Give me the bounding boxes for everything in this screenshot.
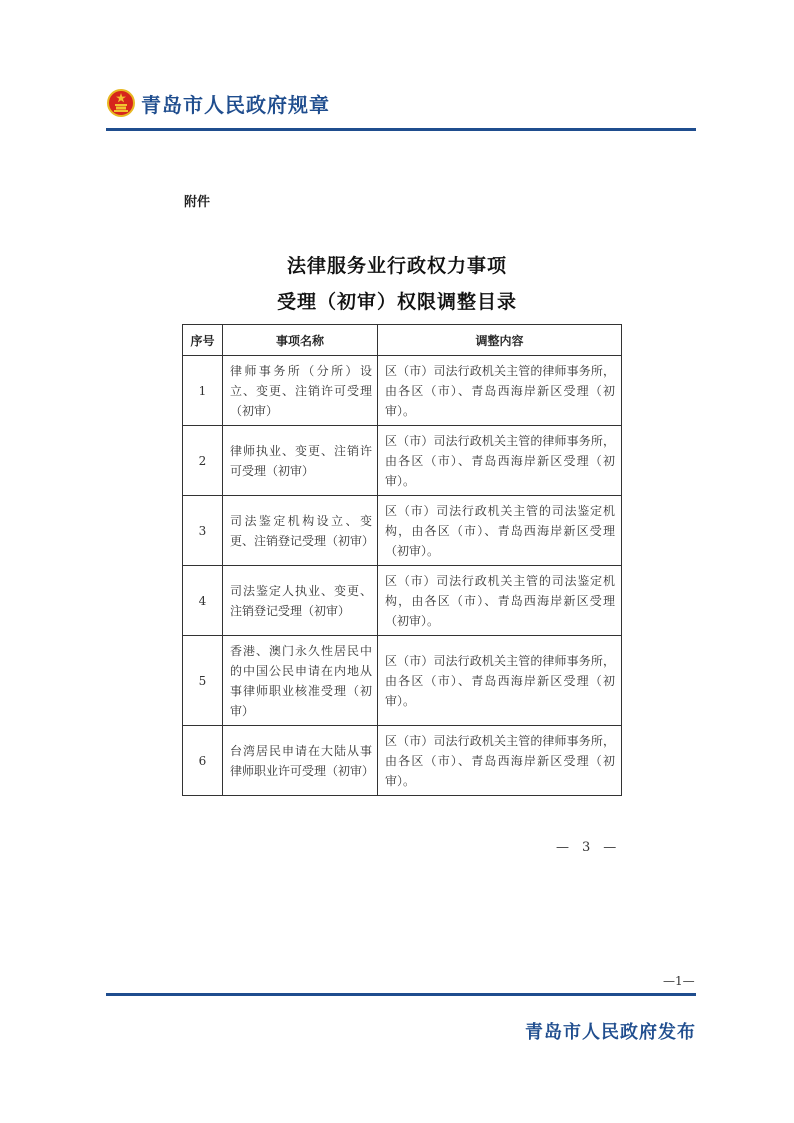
adjustment-content: 区（市）司法行政机关主管的律师事务所，由各区（市）、青岛西海岸新区受理（初审）。 bbox=[378, 636, 622, 726]
adjustment-content: 区（市）司法行政机关主管的律师事务所，由各区（市）、青岛西海岸新区受理（初审）。 bbox=[378, 426, 622, 496]
adjustment-content: 区（市）司法行政机关主管的司法鉴定机构，由各区（市）、青岛西海岸新区受理（初审）。 bbox=[378, 496, 622, 566]
item-name: 司法鉴定机构设立、变更、注销登记受理（初审） bbox=[223, 496, 378, 566]
row-number: 5 bbox=[183, 636, 223, 726]
adjustment-content: 区（市）司法行政机关主管的律师事务所，由各区（市）、青岛西海岸新区受理（初审）。 bbox=[378, 356, 622, 426]
footer-divider bbox=[106, 993, 696, 996]
header-title: 青岛市人民政府规章 bbox=[141, 92, 330, 117]
page-number: — 3 — bbox=[556, 840, 617, 855]
adjustment-table bbox=[182, 324, 622, 796]
column-header-number: 序号 bbox=[183, 325, 223, 356]
table-row bbox=[183, 356, 622, 426]
table-header-row bbox=[183, 325, 622, 356]
attachment-label: 附件 bbox=[184, 195, 211, 210]
item-name: 香港、澳门永久性居民中的中国公民申请在内地从事律师职业核准受理（初审） bbox=[223, 636, 378, 726]
adjustment-content: 区（市）司法行政机关主管的司法鉴定机构，由各区（市）、青岛西海岸新区受理（初审）。 bbox=[378, 566, 622, 636]
table-row bbox=[183, 636, 622, 726]
table-row bbox=[183, 566, 622, 636]
column-header-item-name: 事项名称 bbox=[223, 325, 378, 356]
row-number: 3 bbox=[183, 496, 223, 566]
adjustment-content: 区（市）司法行政机关主管的律师事务所，由各区（市）、青岛西海岸新区受理（初审）。 bbox=[378, 726, 622, 796]
item-name: 台湾居民申请在大陆从事律师职业许可受理（初审） bbox=[223, 726, 378, 796]
footer-page-number: —1— bbox=[663, 974, 695, 988]
item-name: 律师执业、变更、注销许可受理（初审） bbox=[223, 426, 378, 496]
document-title-line-1: 法律服务业行政权力事项 bbox=[286, 255, 507, 277]
document-title-line-2: 受理（初审）权限调整目录 bbox=[276, 291, 517, 313]
row-number: 1 bbox=[183, 356, 223, 426]
column-header-adjustment: 调整内容 bbox=[378, 325, 622, 356]
row-number: 2 bbox=[183, 426, 223, 496]
row-number: 6 bbox=[183, 726, 223, 796]
item-name: 律师事务所（分所）设立、变更、注销许可受理（初审） bbox=[223, 356, 378, 426]
item-name: 司法鉴定人执业、变更、注销登记受理（初审） bbox=[223, 566, 378, 636]
table-row bbox=[183, 426, 622, 496]
page-header bbox=[107, 86, 330, 120]
row-number: 4 bbox=[183, 566, 223, 636]
header-divider bbox=[106, 128, 696, 131]
table-row bbox=[183, 496, 622, 566]
footer-publisher: 青岛市人民政府发布 bbox=[525, 1022, 696, 1043]
table-row bbox=[183, 726, 622, 796]
national-emblem-icon bbox=[107, 89, 135, 117]
